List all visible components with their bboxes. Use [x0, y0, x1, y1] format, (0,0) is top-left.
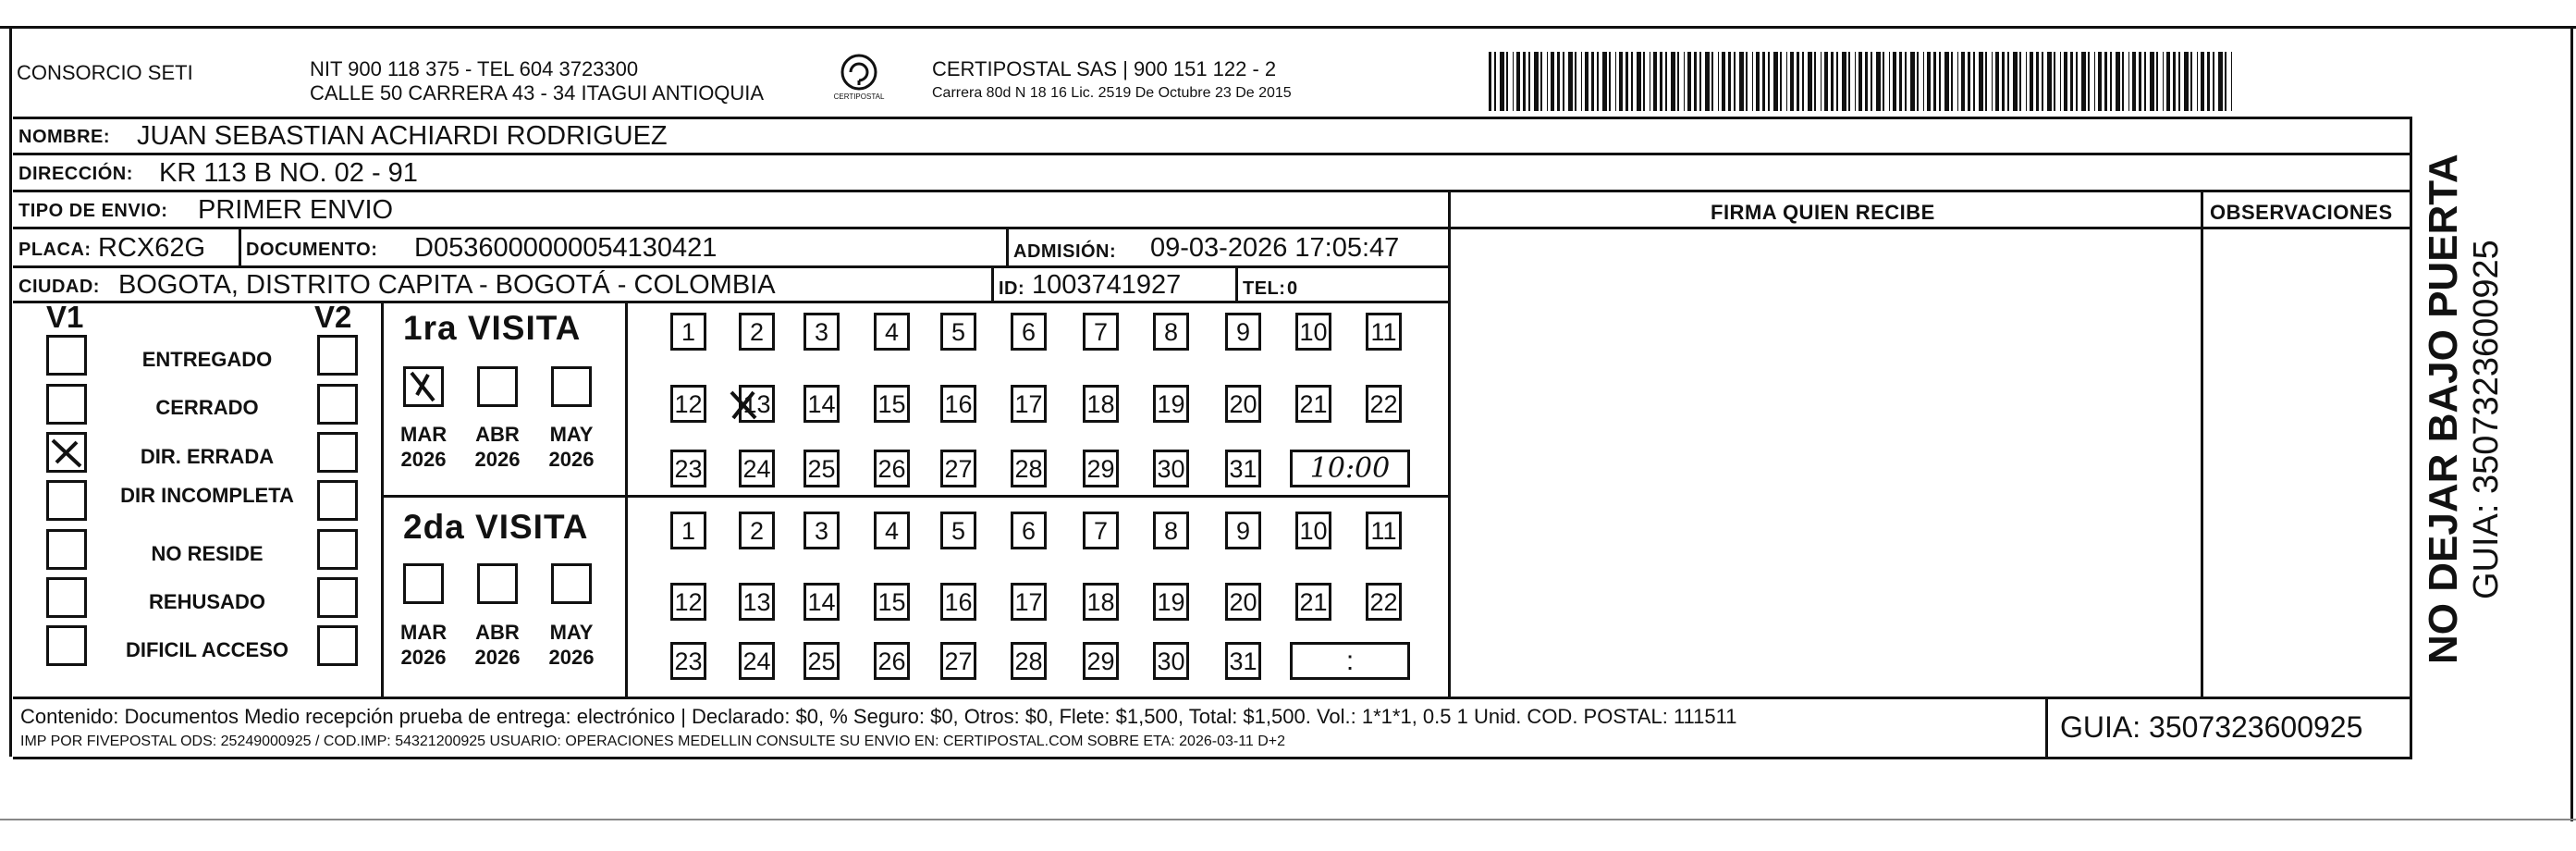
second-visit-day[interactable]: 28 [1011, 642, 1047, 680]
second-visit-day[interactable]: 16 [940, 583, 976, 621]
first-visit-day[interactable]: 16 [940, 385, 976, 423]
side-warning: NO DEJAR BAJO PUERTA [2421, 154, 2466, 664]
first-visit-day[interactable]: 21 [1295, 385, 1331, 423]
second-visit-month-checkbox[interactable] [551, 563, 592, 604]
first-visit-day[interactable]: 27 [940, 450, 976, 487]
tipo-envio-value: PRIMER ENVIO [198, 195, 394, 225]
documento-value: D0536000000054130421 [414, 233, 718, 263]
second-visit-day[interactable]: 10 [1295, 512, 1331, 549]
first-visit-day[interactable]: 25 [803, 450, 840, 487]
first-visit-day[interactable]: 14 [803, 385, 840, 423]
second-visit-day[interactable]: 7 [1083, 512, 1119, 549]
second-visit-month-label: ABR 2026 [474, 621, 521, 669]
first-visit-month-checkbox[interactable] [403, 366, 444, 407]
certipostal-logo [828, 52, 889, 105]
form-top [13, 117, 2412, 119]
first-visit-day[interactable]: 23 [670, 450, 706, 487]
admision-value: 09-03-2026 17:05:47 [1150, 233, 1400, 263]
second-visit-day[interactable]: 17 [1011, 583, 1047, 621]
form-bottom [13, 757, 2412, 759]
first-visit-day[interactable]: 26 [874, 450, 910, 487]
first-visit-day[interactable]: 31 [1225, 450, 1261, 487]
second-visit-day[interactable]: 6 [1011, 512, 1047, 549]
first-visit-day[interactable]: 15 [874, 385, 910, 423]
logo-caption: CERTIPOSTAL [833, 92, 885, 101]
first-visit-day[interactable]: 11 [1366, 313, 1402, 351]
second-visit-day[interactable]: 30 [1153, 642, 1189, 680]
v1-checkbox[interactable] [46, 480, 87, 521]
second-visit-day[interactable]: 24 [739, 642, 775, 680]
visit-divider-v [625, 301, 628, 698]
first-visit-day[interactable]: 3 [803, 313, 840, 351]
status-divider [381, 301, 384, 698]
first-visit-day[interactable]: 28 [1011, 450, 1047, 487]
first-visit-day[interactable]: 18 [1083, 385, 1119, 423]
placa-divider [239, 228, 241, 265]
status-label: ENTREGADO [141, 348, 273, 371]
first-visit-day[interactable]: 2 [739, 313, 775, 351]
second-visit-day[interactable]: 20 [1225, 583, 1261, 621]
first-visit-day[interactable]: 6 [1011, 313, 1047, 351]
observaciones-divider [2201, 190, 2203, 698]
second-visit-day[interactable]: 13 [739, 583, 775, 621]
second-visit-month-checkbox[interactable] [477, 563, 518, 604]
signature-header-line [1448, 227, 2412, 229]
v1-checkbox[interactable] [46, 577, 87, 618]
first-visit-day[interactable]: 12 [670, 385, 706, 423]
signature-left [1448, 190, 1451, 698]
v1-checkbox[interactable] [46, 384, 87, 425]
first-visit-day[interactable]: 9 [1225, 313, 1261, 351]
tel-label: TEL: [1243, 278, 1286, 299]
second-visit-day[interactable]: 11 [1366, 512, 1402, 549]
first-visit-month-label: MAR 2026 [400, 423, 448, 471]
placa-value: RCX62G [98, 233, 206, 263]
v2-checkbox[interactable] [317, 384, 358, 425]
placa-label: PLACA: [18, 240, 92, 260]
second-visit-day[interactable]: 19 [1153, 583, 1189, 621]
v2-checkbox[interactable] [317, 335, 358, 376]
contenido-text: Contenido: Documentos Medio recepción prueba de entrega: electrónico | Declarado: $0, % Seguro: $0, Otros: $0, Flete: $1,500, Total: $1,500. Vol.: 1*1*1, 0.5 1 Unid. COD. POSTAL: 111511 [20, 705, 1737, 728]
first-visit-title: 1ra VISITA [403, 309, 582, 347]
tel-divider [1235, 267, 1238, 302]
direccion-label: DIRECCIÓN: [18, 164, 133, 184]
second-visit-day[interactable]: 26 [874, 642, 910, 680]
v1-label: V1 [46, 300, 84, 334]
second-visit-day[interactable]: 29 [1083, 642, 1119, 680]
side-guia: GUIA: 3507323600925 [2467, 240, 2506, 599]
v1-checkbox[interactable] [46, 625, 87, 666]
first-visit-month-label: MAY 2026 [548, 423, 595, 471]
status-label: DIR. ERRADA [140, 445, 275, 468]
guia-divider [2045, 697, 2048, 758]
license-line: Carrera 80d N 18 16 Lic. 2519 De Octubre 23 De 2015 [932, 85, 1292, 101]
id-value: 1003741927 [1032, 270, 1182, 300]
second-visit-day[interactable]: 22 [1366, 583, 1402, 621]
visit-divider-h [381, 495, 1450, 498]
id-label: ID: [999, 278, 1025, 299]
first-visit-day[interactable]: 4 [874, 313, 910, 351]
status-label: CERRADO [155, 396, 259, 419]
second-visit-day[interactable]: 4 [874, 512, 910, 549]
second-visit-day[interactable]: 2 [739, 512, 775, 549]
row-line-4 [13, 265, 1449, 268]
id-divider [991, 267, 994, 302]
firma-label: FIRMA QUIEN RECIBE [1711, 201, 1935, 224]
second-visit-day[interactable]: 1 [670, 512, 706, 549]
carrier-line: CERTIPOSTAL SAS | 900 151 122 - 2 [932, 57, 1277, 80]
row-line-5 [13, 301, 1449, 303]
right-border [2570, 26, 2573, 821]
documento-label: DOCUMENTO: [246, 240, 378, 260]
second-visit-day[interactable]: 25 [803, 642, 840, 680]
second-visit-title: 2da VISITA [403, 508, 589, 546]
first-visit-day[interactable]: 5 [940, 313, 976, 351]
second-visit-month-checkbox[interactable] [403, 563, 444, 604]
second-visit-day[interactable]: 15 [874, 583, 910, 621]
v1-checkbox[interactable] [46, 335, 87, 376]
v2-checkbox[interactable] [317, 432, 358, 473]
admision-divider [1006, 228, 1009, 265]
first-visit-day[interactable]: 20 [1225, 385, 1261, 423]
status-label: NO RESIDE [151, 542, 264, 565]
imp-line: IMP POR FIVEPOSTAL ODS: 25249000925 / COD.IMP: 54321200925 USUARIO: OPERACIONES MEDELLIN CONSULTE SU ENVIO EN: CERTIPOSTAL.COM SOBRE ETA: 2026-03-11 D+2 [20, 734, 1286, 749]
first-visit-month-checkbox[interactable] [551, 366, 592, 407]
first-visit-day[interactable]: 29 [1083, 450, 1119, 487]
address-line: CALLE 50 CARRERA 43 - 34 ITAGUI ANTIOQUIA [310, 81, 765, 105]
status-label: DIR INCOMPLETA [120, 484, 294, 507]
bottom-rule [0, 819, 2576, 820]
first-visit-day[interactable]: 1 [670, 313, 706, 351]
second-visit-day[interactable]: 3 [803, 512, 840, 549]
status-label: REHUSADO [149, 590, 265, 613]
footer-line [13, 697, 2412, 699]
tipo-envio-label: TIPO DE ENVIO: [18, 201, 168, 221]
top-border [0, 26, 2576, 29]
second-visit-day[interactable]: 5 [940, 512, 976, 549]
second-visit-day[interactable]: 31 [1225, 642, 1261, 680]
first-visit-day[interactable]: 19 [1153, 385, 1189, 423]
barcode [1489, 52, 2232, 111]
second-visit-day[interactable]: 21 [1295, 583, 1331, 621]
v2-checkbox[interactable] [317, 529, 358, 570]
v1-checkbox[interactable] [46, 529, 87, 570]
ciudad-label: CIUDAD: [18, 277, 100, 297]
first-visit-day[interactable]: 24 [739, 450, 775, 487]
v2-checkbox[interactable] [317, 625, 358, 666]
first-visit-day[interactable]: 10 [1295, 313, 1331, 351]
row-line-1 [13, 153, 2412, 155]
first-visit-day[interactable]: 7 [1083, 313, 1119, 351]
nombre-value: JUAN SEBASTIAN ACHIARDI RODRIGUEZ [137, 121, 668, 151]
first-visit-month-label: ABR 2026 [474, 423, 521, 471]
v1-checkbox[interactable] [46, 432, 87, 473]
v2-checkbox[interactable] [317, 577, 358, 618]
observaciones-label: OBSERVACIONES [2210, 201, 2393, 224]
second-visit-day[interactable]: 8 [1153, 512, 1189, 549]
nit-line: NIT 900 118 375 - TEL 604 3723300 [310, 57, 639, 80]
direccion-value: KR 113 B NO. 02 - 91 [159, 158, 418, 188]
signature-area[interactable] [1454, 231, 2197, 694]
second-visit-day[interactable]: 9 [1225, 512, 1261, 549]
first-visit-day[interactable]: 22 [1366, 385, 1402, 423]
first-visit-time-box[interactable]: 10:00 [1290, 450, 1410, 487]
second-visit-day[interactable]: 18 [1083, 583, 1119, 621]
company-name: CONSORCIO SETI [17, 61, 193, 84]
tel-value: 0 [1287, 278, 1298, 299]
second-visit-time-box[interactable]: : [1290, 642, 1410, 680]
row-line-3 [13, 227, 1449, 229]
v2-checkbox[interactable] [317, 480, 358, 521]
footer-guia: GUIA: 3507323600925 [2060, 710, 2363, 744]
second-visit-month-label: MAR 2026 [400, 621, 448, 669]
first-visit-day[interactable]: 17 [1011, 385, 1047, 423]
row-line-2 [13, 190, 2412, 192]
second-visit-month-label: MAY 2026 [548, 621, 595, 669]
second-visit-day[interactable]: 23 [670, 642, 706, 680]
left-border [9, 26, 12, 757]
v2-label: V2 [314, 300, 352, 334]
second-visit-day[interactable]: 12 [670, 583, 706, 621]
status-label: DIFICIL ACCESO [125, 638, 288, 661]
first-visit-day[interactable]: 13 [739, 385, 775, 423]
form-right [2410, 117, 2412, 758]
first-visit-day[interactable]: 8 [1153, 313, 1189, 351]
nombre-label: NOMBRE: [18, 127, 111, 147]
first-visit-day[interactable]: 30 [1153, 450, 1189, 487]
first-visit-month-checkbox[interactable] [477, 366, 518, 407]
second-visit-day[interactable]: 27 [940, 642, 976, 680]
admision-label: ADMISIÓN: [1013, 241, 1117, 262]
observaciones-area[interactable] [2206, 231, 2408, 694]
ciudad-value: BOGOTA, DISTRITO CAPITA - BOGOTÁ - COLOMBIA [118, 270, 776, 300]
second-visit-day[interactable]: 14 [803, 583, 840, 621]
